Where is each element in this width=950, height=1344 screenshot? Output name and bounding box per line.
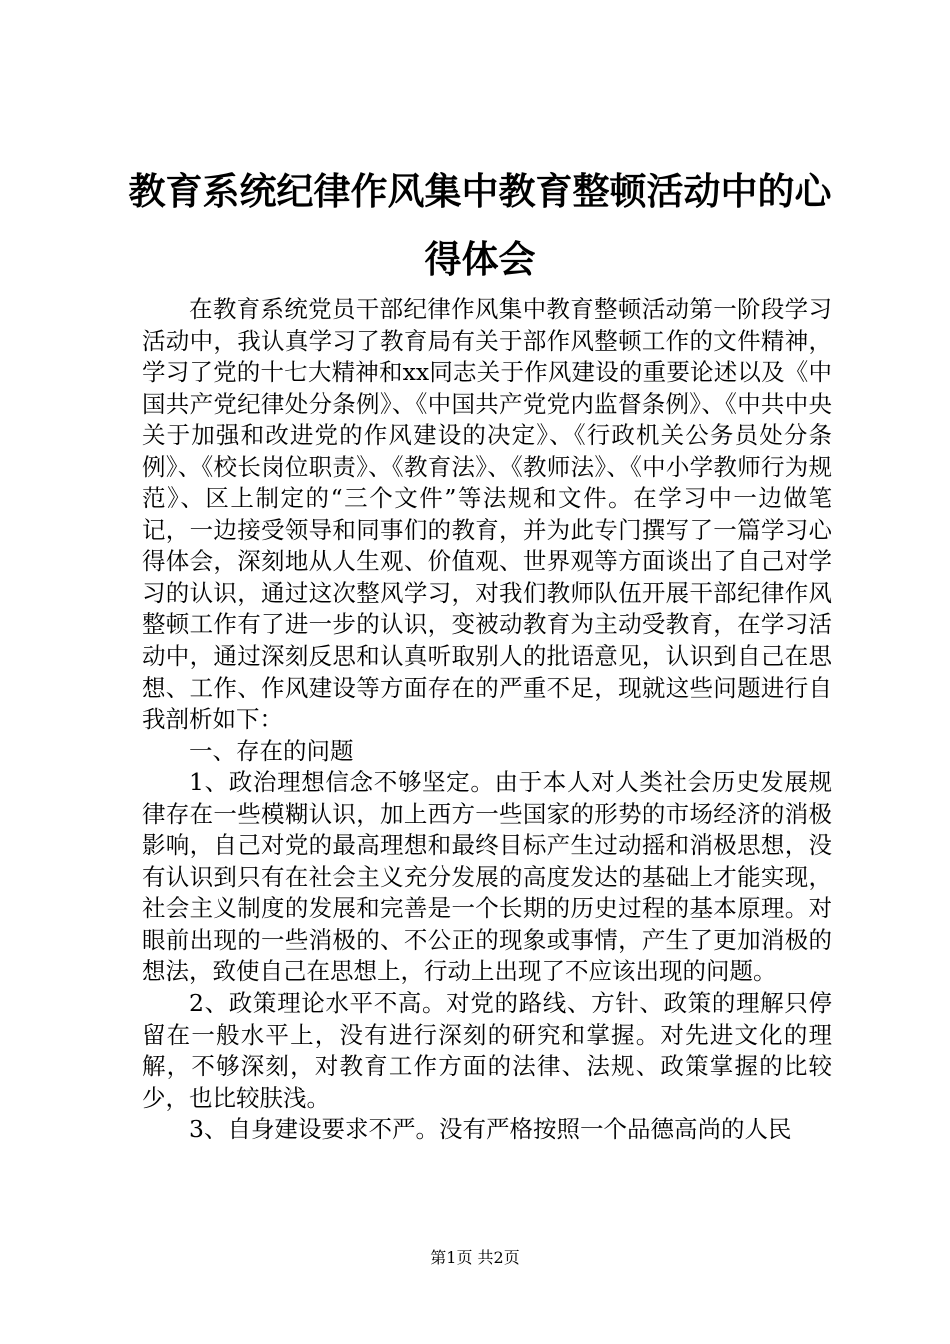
page-footer: 第1页 共2页 xyxy=(430,1248,520,1267)
section-heading: 一、存在的问题 xyxy=(189,736,354,765)
document-title: 教育系统纪律作风集中教育整顿活动中的心得体会 xyxy=(128,170,832,281)
intro-paragraph: 在教育系统党员干部纪律作风集中教育整顿活动第一阶段学习活动中，我认真学习了教育局有关于部作风整顿工作的文件精神，学习了党的十七大精神和xx同志关于作风建设的重要论述以及《中国共产党纪律处分条例》、《中国共产党党内监督条例》、《中共中央关于加强和改进党的作风建设的决定》、《行政机关公务员处分条例》、《校长岗位职责》、《教育法》、《教师法》、《中小学教师行为规范》、区上制定的“三个文件”等法规和文件。在学习中一边做笔记，一边接受领导和同事们的教育，并为此专门撰写了一篇学习心得体会，深刻地从人生观、价值观、世界观等方面谈出了自己对学习的认识，通过这次整风学习，对我们教师队伍开展干部纪律作风整顿工作有了进一步的认识，变被动教育为主动受教育，在学习活动中，通过深刻反思和认真听取别人的批语意见，认识到自己在思想、工作、作风建设等方面存在的严重不足，现就这些问题进行自我剖析如下： xyxy=(142,295,832,734)
issue-paragraph-1: 1、政治理想信念不够坚定。由于本人对人类社会历史发展规律存在一些模糊认识，加上西方一些国家的形势的市场经济的消极影响，自己对党的最高理想和最终目标产生过动摇和消极思想，没有认识到只有在社会主义充分发展的高度发达的基础上才能实现，社会主义制度的发展和完善是一个长期的历史过程的基本原理。对眼前出现的一些消极的、不公正的现象或事情，产生了更加消极的想法，致使自己在思想上，行动上出现了不应该出现的问题。 xyxy=(142,768,832,986)
issue-paragraph-2: 2、政策理论水平不高。对党的路线、方针、政策的理解只停留在一般水平上，没有进行深刻的研究和掌握。对先进文化的理解，不够深刻，对教育工作方面的法律、法规、政策掌握的比较少，也比较肤浅。 xyxy=(142,989,832,1112)
issue-paragraph-3: 3、自身建设要求不严。没有严格按照一个品德高尚的人民 xyxy=(189,1115,792,1144)
document-body xyxy=(142,294,832,1146)
